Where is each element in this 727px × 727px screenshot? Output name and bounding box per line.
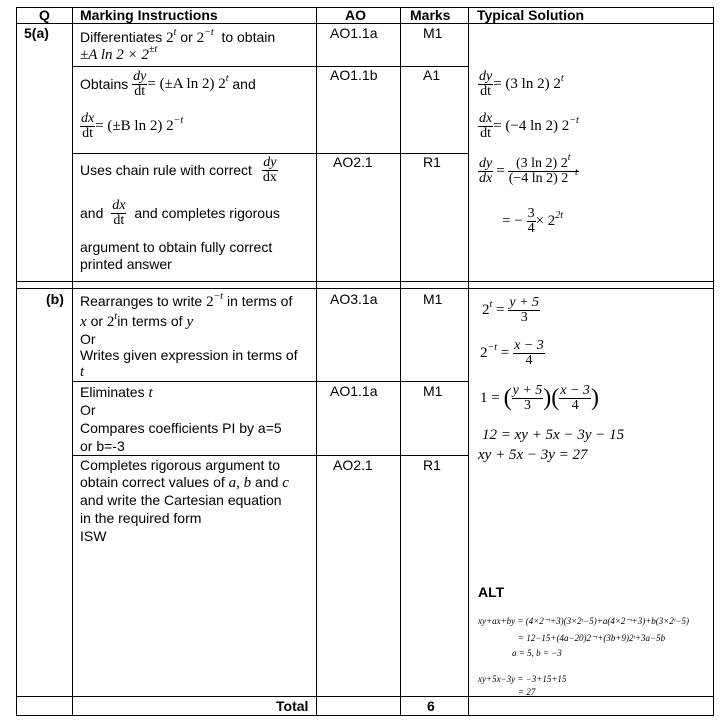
alt-line4: xy+5x−3y = −3+15+15 bbox=[478, 674, 567, 684]
part-b-label: (b) bbox=[46, 291, 64, 307]
a3-mark: R1 bbox=[423, 154, 441, 170]
a2-mark: A1 bbox=[423, 67, 441, 83]
b2-mark: M1 bbox=[423, 383, 443, 399]
header-marks: Marks bbox=[410, 7, 451, 23]
a3-instruction-line4: printed answer bbox=[80, 256, 172, 272]
part-a-label: 5(a) bbox=[24, 25, 49, 41]
b3-instruction-line1: Completes rigorous argument to bbox=[80, 457, 280, 473]
alt-line5: = 27 bbox=[518, 687, 536, 697]
a1-mark: M1 bbox=[423, 25, 443, 41]
a3-instruction-line2: and $\frac{dx}{dt}$ and completes rigorous bbox=[80, 198, 280, 228]
b3-ao: AO2.1 bbox=[333, 457, 373, 473]
b-solution-line2: $2^{-t}$ = $\frac{x - 3}{4}$ bbox=[480, 338, 544, 368]
a3-instruction-line1: Uses chain rule with correct $\frac{dy}{dx}$ bbox=[80, 155, 277, 185]
b1-ao: AO3.1a bbox=[330, 291, 378, 307]
b1-instruction-line3: Or bbox=[80, 331, 96, 347]
a2-ao: AO1.1b bbox=[330, 67, 378, 83]
b1-instruction-line2: x or 2$^t$in terms of y bbox=[80, 311, 194, 330]
alt-title: ALT bbox=[478, 584, 505, 600]
a1-instruction-line1: Differentiates 2$^t$ or $2^{-t}$ to obtain bbox=[80, 27, 276, 46]
b-solution-line5: xy + 5x − 3y = 27 bbox=[478, 447, 588, 463]
alt-line1: xy+ax+by = (4×2⁻ᵗ+3)(3×2ᵗ−5)+a(4×2⁻ᵗ+3)+b(3×2ᵗ−5) bbox=[478, 616, 689, 626]
a2-solution-line2: $\frac{dx}{dt}$ = (−4 ln 2) $2^{-t}$ bbox=[479, 111, 579, 141]
alt-line3: a = 5, b = −3 bbox=[512, 648, 562, 658]
b-solution-line3: 1 = ( $\frac{y + 5}{3}$ )( $\frac{x - 3}{4}$ ) bbox=[480, 382, 599, 413]
a3-solution-line1: $\frac{dy}{dx}$ = $\frac{(3 \ln 2) 2^t}{(-4 \ln 2) 2^{-t}}$ bbox=[479, 152, 578, 186]
alt-line2: = 12−15+(4a−20)2⁻ᵗ+(3b+9)2ᵗ+3a−5b bbox=[518, 633, 666, 643]
total-label: Total bbox=[276, 698, 309, 714]
a1-instruction-line2: ±A $\ln 2 \times 2^{\pm t}$ bbox=[80, 44, 158, 63]
b1-instruction-line4: Writes given expression in terms of bbox=[80, 347, 298, 363]
a3-solution-line2: = − $\frac{3}{4}$ × $2^{2t}$ bbox=[502, 206, 564, 236]
b-solution-line1: $2^t$ = $\frac{y + 5}{3}$ bbox=[482, 295, 540, 325]
b3-instruction-line3: and write the Cartesian equation bbox=[80, 492, 282, 508]
header-marking-instructions: Marking Instructions bbox=[80, 7, 218, 23]
b3-mark: R1 bbox=[423, 457, 441, 473]
b3-instruction-line2: obtain correct values of a, b and c bbox=[80, 474, 289, 491]
a3-ao: AO2.1 bbox=[333, 154, 373, 170]
total-marks: 6 bbox=[427, 698, 435, 714]
b3-instruction-line5: ISW bbox=[80, 528, 107, 544]
header-ao: AO bbox=[345, 7, 366, 23]
header-typical-solution: Typical Solution bbox=[477, 7, 585, 23]
a2-instruction-line2: $\frac{dx}{dt}$ = (±B ln 2) $2^{-t}$ bbox=[81, 111, 184, 141]
b2-instruction-line1: Eliminates t bbox=[80, 384, 153, 401]
b1-instruction-line5: t bbox=[80, 364, 85, 380]
b2-instruction-line4: or b=-3 bbox=[80, 438, 125, 454]
b2-instruction-line3: Compares coefficients PI by a=5 bbox=[80, 420, 282, 436]
a3-instruction-line3: argument to obtain fully correct bbox=[80, 239, 273, 255]
header-q: Q bbox=[39, 7, 50, 23]
a2-instruction-line1: Obtains $\frac{dy}{dt}$ = (±A ln 2) 2$^t$ and bbox=[80, 69, 256, 99]
a1-ao: AO1.1a bbox=[330, 25, 378, 41]
b1-instruction-line1: Rearranges to write $2^{-t}$ in terms of bbox=[80, 291, 293, 310]
b-solution-line4: 12 = xy + 5x − 3y − 15 bbox=[482, 427, 625, 443]
b1-mark: M1 bbox=[423, 291, 443, 307]
b2-instruction-line2: Or bbox=[80, 402, 96, 418]
a2-solution-line1: $\frac{dy}{dt}$ = (3 ln 2) 2$^t$ bbox=[479, 69, 564, 99]
b3-instruction-line4: in the required form bbox=[80, 510, 202, 526]
b2-ao: AO1.1a bbox=[330, 383, 378, 399]
